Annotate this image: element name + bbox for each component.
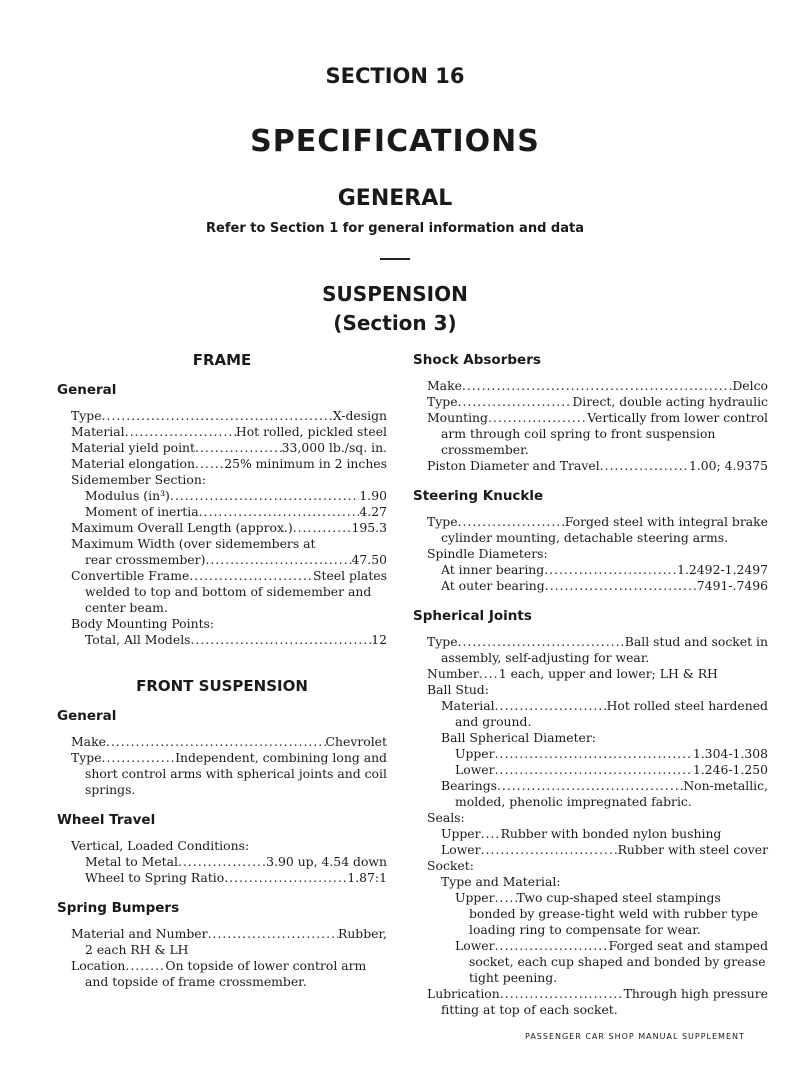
spec-label: Convertible Frame bbox=[71, 568, 190, 583]
spec-value: Rubber with bonded nylon bushing bbox=[500, 826, 722, 841]
spec-value: Direct, double acting hydraulic bbox=[572, 394, 768, 409]
spec-continuation: socket, each cup shaped and bonded by grease tight peening. bbox=[469, 954, 766, 985]
spec-label: Maximum Width (over sidemembers at bbox=[71, 536, 316, 551]
spec-label: Modulus (in³) bbox=[85, 488, 170, 503]
spec-label: Lubrication bbox=[427, 986, 500, 1001]
spec-value: Rubber with steel cover bbox=[617, 842, 768, 857]
spec-label: Maximum Overall Length (approx.) bbox=[71, 520, 293, 535]
spec-row bbox=[413, 778, 768, 794]
spec-label: Upper bbox=[455, 746, 495, 761]
spec-continuation: 2 each RH & LH bbox=[85, 942, 189, 957]
spec-row bbox=[57, 632, 387, 648]
spec-continuation: and ground. bbox=[455, 714, 532, 729]
spec-label: Total, All Models bbox=[85, 632, 191, 647]
spec-continuation: assembly, self-adjusting for wear. bbox=[441, 650, 650, 665]
fs-general-heading: General bbox=[57, 708, 117, 724]
spec-row bbox=[413, 410, 768, 426]
spec-row bbox=[413, 762, 768, 778]
suspension-subheading: (Section 3) bbox=[333, 311, 457, 335]
spec-value: 3.90 up, 4.54 down bbox=[266, 854, 387, 869]
spec-label: Type bbox=[427, 634, 458, 649]
spec-value: Independent, combining long and bbox=[175, 750, 387, 765]
spec-continuation: and topside of frame crossmember. bbox=[85, 974, 307, 989]
spec-label: Material elongation bbox=[71, 456, 195, 471]
spec-label: rear crossmember) bbox=[85, 552, 206, 567]
spec-label: Lower bbox=[455, 938, 495, 953]
spec-label: Material yield point bbox=[71, 440, 196, 455]
spec-label: Upper bbox=[455, 890, 495, 905]
spec-row bbox=[57, 408, 387, 424]
spec-row bbox=[413, 666, 768, 682]
spec-value: 47.50 bbox=[351, 552, 387, 567]
spec-label: Ball Spherical Diameter: bbox=[441, 730, 596, 745]
general-note: Refer to Section 1 for general information and data bbox=[206, 221, 584, 236]
spec-label: Type bbox=[71, 408, 102, 423]
spec-label: Seals: bbox=[427, 810, 465, 825]
spec-value: 1.90 bbox=[359, 488, 387, 503]
spec-value: Forged steel with integral brake bbox=[564, 514, 768, 529]
spec-row bbox=[57, 488, 387, 504]
right-column bbox=[413, 352, 768, 1018]
spec-continuation: cylinder mounting, detachable steering arms. bbox=[441, 530, 729, 545]
spec-value: Vertically from lower control bbox=[587, 410, 768, 425]
spec-label: Metal to Metal bbox=[85, 854, 179, 869]
spec-value: Hot rolled, pickled steel bbox=[235, 424, 387, 439]
section-number: SECTION 16 bbox=[325, 64, 465, 88]
spec-continuation: fitting at top of each socket. bbox=[441, 1002, 618, 1017]
spec-value: Forged seat and stamped bbox=[608, 938, 768, 953]
spec-value: Non-metallic, bbox=[683, 778, 768, 793]
spec-label: Moment of inertia bbox=[85, 504, 199, 519]
spec-value: Two cup-shaped steel stampings bbox=[516, 890, 721, 905]
spec-label: Wheel to Spring Ratio bbox=[85, 870, 225, 885]
spec-row bbox=[413, 938, 768, 954]
page-footer: PASSENGER CAR SHOP MANUAL SUPPLEMENT bbox=[525, 1032, 745, 1041]
spec-row bbox=[57, 568, 387, 584]
spec-value: Delco bbox=[732, 378, 768, 393]
spec-label: Type bbox=[427, 514, 458, 529]
wheel-travel-heading: Wheel Travel bbox=[57, 812, 156, 828]
spec-row bbox=[57, 750, 387, 766]
spec-label: At inner bearing bbox=[441, 562, 545, 577]
spec-value: .7491-.7496 bbox=[692, 578, 768, 593]
spec-label: Make bbox=[427, 378, 462, 393]
spec-row bbox=[57, 552, 387, 568]
spec-label: Type and Material: bbox=[441, 874, 561, 889]
spec-value: Through high pressure bbox=[623, 986, 768, 1001]
spec-label: Upper bbox=[441, 826, 481, 841]
spec-label: Spindle Diameters: bbox=[427, 546, 548, 561]
spec-label: Number bbox=[427, 666, 479, 681]
spec-label: Location bbox=[71, 958, 126, 973]
spec-row bbox=[57, 456, 387, 472]
spec-value: Rubber, bbox=[337, 926, 387, 941]
spec-value: 1.2492-1.2497 bbox=[677, 562, 768, 577]
spec-value: 1.304-1.308 bbox=[692, 746, 768, 761]
spec-row bbox=[413, 458, 768, 474]
spring-bumpers-heading: Spring Bumpers bbox=[57, 900, 180, 916]
spec-label: Material bbox=[71, 424, 125, 439]
spec-label: Sidemember Section: bbox=[71, 472, 206, 487]
spec-label: Bearings bbox=[441, 778, 497, 793]
spec-row bbox=[413, 562, 768, 578]
spec-row bbox=[57, 424, 387, 440]
spec-label: Vertical, Loaded Conditions: bbox=[71, 838, 250, 853]
spec-label: Make bbox=[71, 734, 106, 749]
spec-value: 25% minimum in 2 inches bbox=[224, 456, 387, 471]
spec-row bbox=[413, 698, 768, 714]
spec-continuation: welded to top and bottom of sidemember and center beam. bbox=[85, 584, 372, 615]
spec-value: 12 bbox=[371, 632, 387, 647]
spec-value: Chevrolet bbox=[325, 734, 387, 749]
spec-label: Lower bbox=[441, 842, 481, 857]
spec-row bbox=[57, 440, 387, 456]
spec-value: 195.3 bbox=[351, 520, 387, 535]
page-title: SPECIFICATIONS bbox=[250, 124, 540, 159]
spec-row bbox=[413, 746, 768, 762]
divider bbox=[380, 258, 410, 260]
spec-row bbox=[413, 394, 768, 410]
spec-value: 1 each, upper and lower; LH & RH bbox=[498, 666, 718, 681]
spec-value: Steel plates bbox=[313, 568, 387, 583]
spec-row bbox=[413, 890, 768, 906]
spec-label: At outer bearing bbox=[441, 578, 545, 593]
spec-label: Material and Number bbox=[71, 926, 208, 941]
spec-row bbox=[413, 634, 768, 650]
spec-value: 33,000 lb./sq. in. bbox=[281, 440, 387, 455]
spec-value: On topside of lower control arm bbox=[165, 958, 367, 973]
spec-label: Ball Stud: bbox=[427, 682, 489, 697]
left-column bbox=[57, 352, 387, 990]
spec-label: Socket: bbox=[427, 858, 474, 873]
spec-row bbox=[57, 926, 387, 942]
frame-general-heading: General bbox=[57, 382, 117, 398]
spec-label: Piston Diameter and Travel bbox=[427, 458, 600, 473]
spec-value: 1.87:1 bbox=[347, 870, 387, 885]
spherical-joints-heading: Spherical Joints bbox=[413, 608, 532, 624]
spec-row bbox=[413, 578, 768, 594]
spec-row bbox=[413, 826, 768, 842]
front-suspension-heading: FRONT SUSPENSION bbox=[136, 677, 308, 695]
spec-value: 1.00; 4.9375 bbox=[688, 458, 768, 473]
spec-value: 1.246-1.250 bbox=[692, 762, 768, 777]
spec-value: Hot rolled steel hardened bbox=[606, 698, 768, 713]
spec-row bbox=[57, 958, 387, 974]
suspension-heading: SUSPENSION bbox=[322, 282, 468, 306]
spec-row bbox=[413, 986, 768, 1002]
steering-knuckle-heading: Steering Knuckle bbox=[413, 488, 544, 504]
spec-row bbox=[57, 854, 387, 870]
spec-continuation: bonded by grease-tight weld with rubber type loading ring to compensate for wear. bbox=[469, 906, 759, 937]
spec-row bbox=[57, 734, 387, 750]
spec-row bbox=[413, 378, 768, 394]
spec-continuation: molded, phenolic impregnated fabric. bbox=[455, 794, 692, 809]
spec-value: Ball stud and socket in bbox=[624, 634, 768, 649]
general-heading: GENERAL bbox=[337, 186, 453, 211]
spec-label: Mounting bbox=[427, 410, 488, 425]
spec-row bbox=[57, 504, 387, 520]
spec-value: X-design bbox=[332, 408, 387, 423]
spec-continuation: short control arms with spherical joints and coil springs. bbox=[85, 766, 387, 797]
frame-heading: FRAME bbox=[192, 351, 252, 369]
spec-continuation: arm through coil spring to front suspension crossmember. bbox=[441, 426, 716, 457]
spec-label: Type bbox=[71, 750, 102, 765]
spec-label: Type bbox=[427, 394, 458, 409]
shock-absorbers-heading: Shock Absorbers bbox=[413, 352, 541, 368]
spec-row bbox=[413, 842, 768, 858]
spec-row bbox=[57, 520, 387, 536]
spec-label: Lower bbox=[455, 762, 495, 777]
spec-value: 4.27 bbox=[359, 504, 387, 519]
spec-label: Material bbox=[441, 698, 495, 713]
spec-row bbox=[413, 514, 768, 530]
spec-label: Body Mounting Points: bbox=[71, 616, 215, 631]
spec-row bbox=[57, 870, 387, 886]
